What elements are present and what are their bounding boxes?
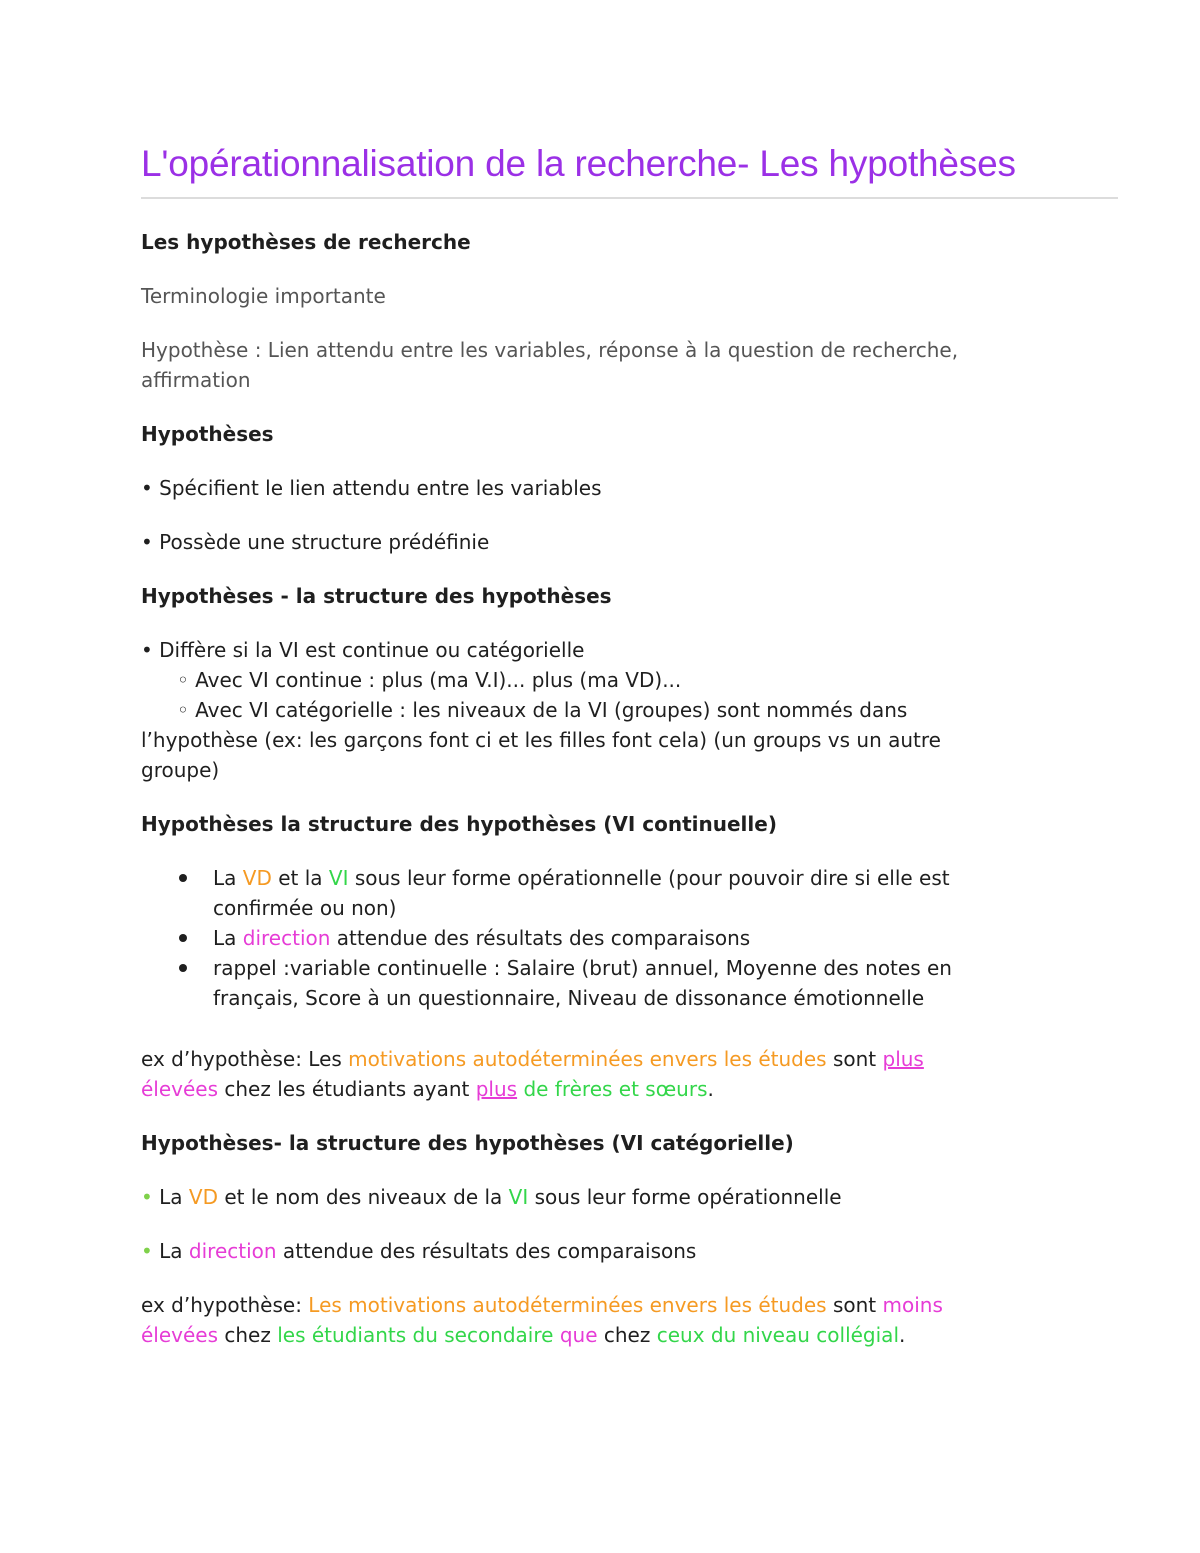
structure-line-4: l’hypothèse (ex: les garçons font ci et les filles font cela) (un groups vs un autre [141,728,941,752]
categorical-example [141,1290,1118,1350]
categorical-bullet-1 [141,1182,1118,1212]
definition-line-1: Hypothèse : Lien attendu entre les variables, réponse à la question de recherche, [141,338,959,362]
dv-phrase: motivations autodéterminées envers les études [348,1047,827,1071]
direction-word: plus [882,1047,924,1071]
direction-word: plus [475,1077,518,1101]
section-heading-categorical: Hypothèses- la structure des hypothèses (VI catégorielle) [141,1131,794,1155]
structure-bullet-1: • Diffère si la VI est continue ou catégorielle [141,638,585,662]
categorical-bullet-2 [141,1236,1118,1266]
vd-term: VD [242,866,272,890]
terminology-label: Terminologie importante [141,284,386,308]
direction-term: direction [242,926,331,950]
iv-phrase: de frères et sœurs [523,1077,708,1101]
text-run: ex d’hypothèse: [141,1293,309,1317]
text-run: rappel :variable continuelle : Salaire (brut) annuel, Moyenne des notes en [213,956,952,980]
text-run: sont [826,1293,883,1317]
text-run: attendue des résultats des comparaisons [276,1239,697,1263]
text-run: chez les étudiants ayant [218,1077,476,1101]
group-phrase: les étudiants du secondaire [277,1323,554,1347]
text-run: chez [218,1323,278,1347]
hypotheses-bullet-1: • Spécifient le lien attendu entre les variables [141,476,602,500]
section-heading-research-hypotheses: Les hypothèses de recherche [141,230,471,254]
section-heading-continuous: Hypothèses la structure des hypothèses (VI continuelle) [141,812,777,836]
direction-word: moins [882,1293,943,1317]
document-content [141,138,1118,1350]
vd-term: VD [188,1185,219,1209]
text-run: . [899,1323,906,1347]
continuous-list [141,863,1118,1013]
bullet-icon [179,964,187,972]
text-run: ex d’hypothèse: Les [141,1047,349,1071]
text-run: confirmée ou non) [213,896,397,920]
title-divider [141,197,1118,199]
list-item [175,863,1118,923]
structure-line-5: groupe) [141,758,220,782]
text-run: . [707,1077,714,1101]
text-run: La [152,1185,189,1209]
text-run: sous leur forme opérationnelle (pour pouvoir dire si elle est [348,866,950,890]
section-heading-structure: Hypothèses - la structure des hypothèses [141,584,612,608]
text-run: sous leur forme opérationnelle [528,1185,842,1209]
direction-term: direction [188,1239,277,1263]
group-phrase: ceux du niveau collégial [656,1323,899,1347]
bullet-icon: • [141,1185,153,1209]
structure-subbullet-continuous: ◦ Avec VI continue : plus (ma V.I)... plus (ma VD)... [177,668,682,692]
definition-line-2: affirmation [141,368,251,392]
text-run: et la [271,866,329,890]
text-run: attendue des résultats des comparaisons [330,926,751,950]
text-run: et le nom des niveaux de la [218,1185,509,1209]
vi-term: VI [328,866,349,890]
text-run: chez [597,1323,657,1347]
text-run: sont [826,1047,883,1071]
text-run: français, Score à un questionnaire, Niveau de dissonance émotionnelle [213,986,925,1010]
direction-word: élevées [141,1077,219,1101]
bullet-icon: • [141,1239,153,1263]
structure-subbullet-categorical: ◦ Avec VI catégorielle : les niveaux de la VI (groupes) sont nommés dans [177,698,908,722]
text-run: La [152,1239,189,1263]
direction-word: élevées [141,1323,219,1347]
dv-phrase: Les motivations autodéterminées envers les études [308,1293,827,1317]
direction-word: que [559,1323,598,1347]
list-item [175,953,1118,1013]
bullet-icon [179,874,187,882]
continuous-example [141,1044,1118,1104]
page-title: L'opérationnalisation de la recherche- Les hypothèses [141,143,1016,184]
text-run: La [213,926,243,950]
bullet-icon [179,934,187,942]
list-item [175,923,1118,953]
vi-term: VI [508,1185,529,1209]
section-heading-hypotheses: Hypothèses [141,422,274,446]
text-run: La [213,866,243,890]
hypotheses-bullet-2: • Possède une structure prédéfinie [141,530,490,554]
